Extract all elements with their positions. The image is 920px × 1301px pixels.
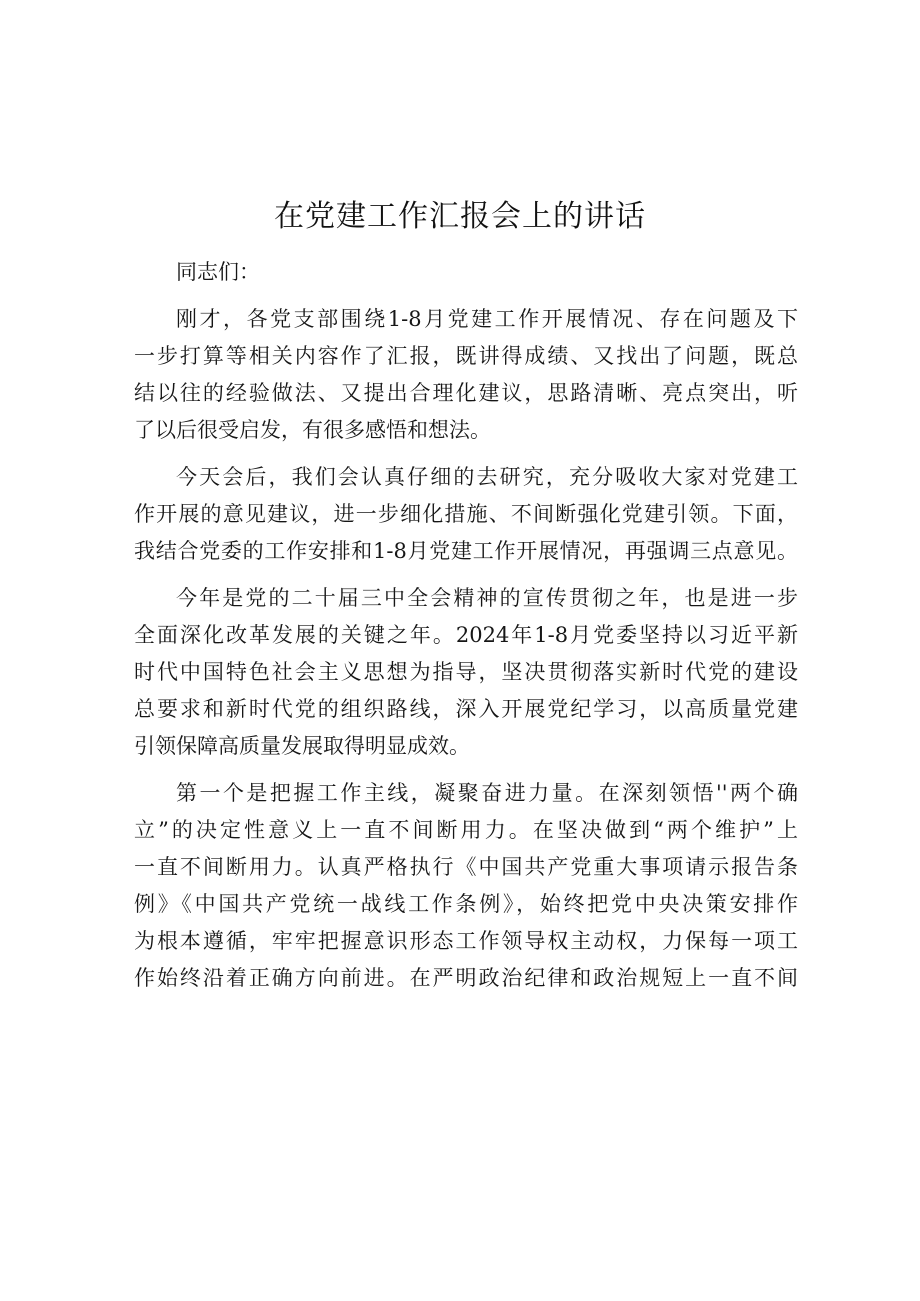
paragraph-2	[134, 459, 798, 570]
paragraph-line: 作始终沿着正确方向前进。在严明政治纪律和政治规短上一直不间	[134, 966, 798, 990]
paragraph-line: 引领保障高质量发展取得明显成效。	[134, 734, 470, 758]
paragraph-line: 一步打算等相关内容作了汇报，既讲得成绩、又找出了问题，既总	[134, 344, 798, 368]
paragraph-line: 作开展的意见建议，进一步细化措施、不间断强化党建引领。下面，	[134, 502, 798, 526]
paragraph-line: 一直不间断用力。认真严格执行《中国共产党重大事项请示报告条	[134, 855, 798, 879]
speech-body	[134, 254, 798, 1007]
paragraph-line: 立”的决定性意义上一直不间断用力。在坚决做到“两个维护”上	[134, 818, 798, 842]
paragraph-line: 今年是党的二十届三中全会精神的宣传贯彻之年，也是进一步	[176, 586, 798, 610]
paragraph-line: 了以后很受启发，有很多感悟和想法。	[134, 418, 491, 442]
paragraph-line: 刚才，各党支部围绕1-8月党建工作开展情况、存在问题及下	[176, 307, 798, 331]
salutation: 同志们：	[176, 260, 260, 284]
paragraph-4	[134, 775, 798, 997]
paragraph-3	[134, 580, 798, 765]
paragraph-1	[134, 301, 798, 449]
paragraph-line: 时代中国特色社会主义思想为指导，坚决贯彻落实新时代党的建设	[134, 660, 798, 684]
paragraph-line: 结以往的经验做法、又提出合理化建议，思路清晰、亮点突出，听	[134, 381, 798, 405]
paragraph-line: 为根本遵循，牢牢把握意识形态工作领导权主动权，力保每一项工	[134, 929, 798, 953]
paragraph-line: 我结合党委的工作安排和1-8月党建工作开展情况，再强调三点意见。	[134, 539, 798, 563]
paragraph-line: 全面深化改革发展的关键之年。2024年1-8月党委坚持以习近平新	[134, 623, 798, 647]
paragraph-line: 今天会后，我们会认真仔细的去研究，充分吸收大家对党建工	[176, 465, 798, 489]
paragraph-line: 第一个是把握工作主线，凝聚奋进力量。在深刻领悟''两个确	[176, 781, 798, 805]
page-title: 在党建工作汇报会上的讲话	[274, 199, 646, 234]
paragraph-line: 总要求和新时代党的组织路线，深入开展党纪学习，以高质量党建	[134, 697, 798, 721]
paragraph-line: 例》《中国共产党统一战线工作条例》，始终把党中央决策安排作	[134, 892, 798, 916]
